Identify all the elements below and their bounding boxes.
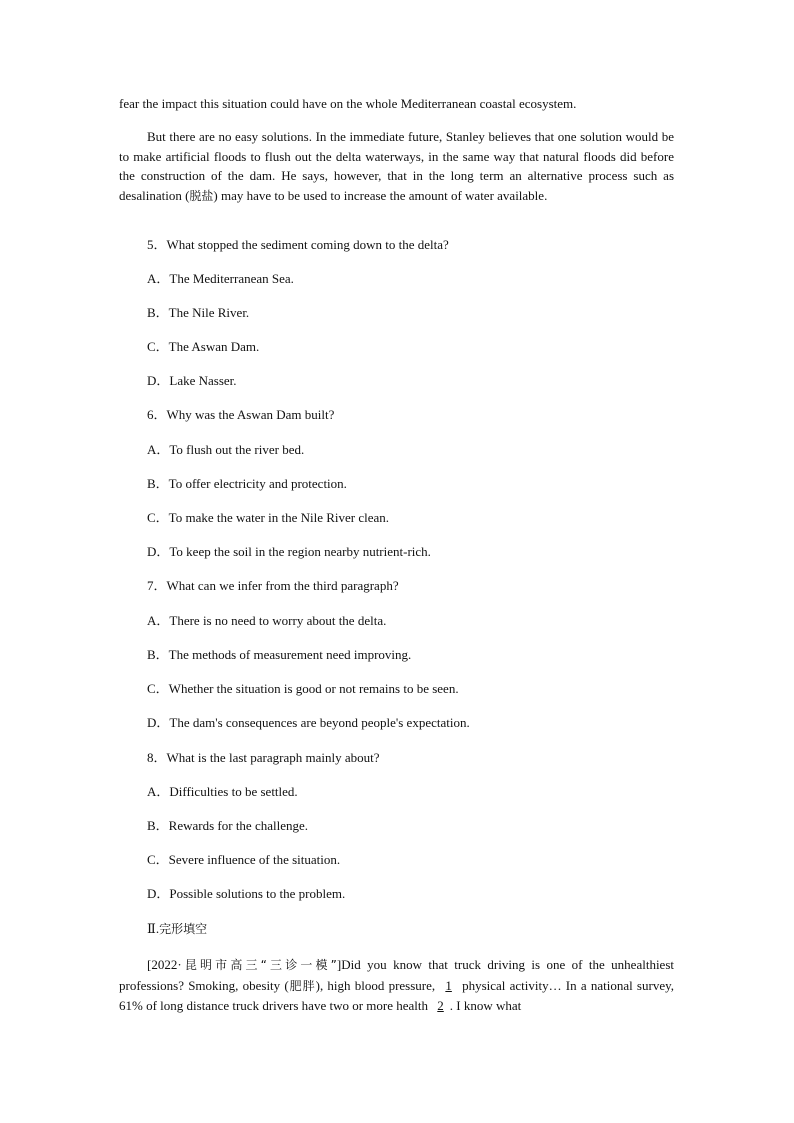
question-5-stem: 5．What stopped the sediment coming down to the delta? bbox=[147, 237, 449, 252]
question-7-stem: 7．What can we infer from the third paragraph? bbox=[147, 578, 399, 593]
paragraph-text-before: But there are no easy solutions. In the immediate future, Stanley believes that one solution would be to make artificial floods to flush out the delta waterways, in the same way that natural floods did before the construction of the dam. He says, however, that in the long term an alternative process such as desalination ( bbox=[119, 129, 674, 203]
passage-carryover-line: fear the impact this situation could have on the whole Mediterranean coastal ecosystem. bbox=[119, 96, 577, 111]
paragraph-cjk-gloss: 脱盐 bbox=[189, 188, 214, 203]
cloze-blank-1[interactable]: 1 bbox=[445, 977, 452, 993]
cloze-text-1: Did you know that truck driving is one of the unhealthiest professions? Smoking, obesity ( bbox=[119, 957, 674, 993]
cloze-text-4: . I know what bbox=[449, 998, 522, 1013]
cloze-source-open: [2022· bbox=[147, 957, 182, 972]
question-5-option-c[interactable]: C．The Aswan Dam. bbox=[147, 339, 260, 354]
question-5-option-d[interactable]: D．Lake Nasser. bbox=[147, 373, 237, 388]
question-7-option-d[interactable]: D．The dam's consequences are beyond people's expectation. bbox=[147, 715, 470, 730]
section-2-roman: Ⅱ. bbox=[147, 921, 160, 936]
question-7-option-c[interactable]: C．Whether the situation is good or not remains to be seen. bbox=[147, 681, 459, 696]
question-6-option-b[interactable]: B．To offer electricity and protection. bbox=[147, 476, 347, 491]
paragraph-text-after: ) may have to be used to increase the amount of water available. bbox=[213, 187, 548, 203]
question-8-option-d[interactable]: D．Possible solutions to the problem. bbox=[147, 886, 346, 901]
question-8-stem: 8．What is the last paragraph mainly about? bbox=[147, 750, 380, 765]
question-8-option-c[interactable]: C．Severe influence of the situation. bbox=[147, 852, 341, 867]
question-5-option-b[interactable]: B．The Nile River. bbox=[147, 305, 250, 320]
cloze-source-close: ] bbox=[336, 957, 342, 972]
section-2-heading bbox=[147, 921, 207, 937]
question-6-option-d[interactable]: D．To keep the soil in the region nearby nutrient-rich. bbox=[147, 544, 431, 559]
cloze-text-3: physical activity… In a national survey, 61% of long distance truck drivers have two or more health bbox=[119, 977, 674, 1013]
cloze-blank-2[interactable]: 2 bbox=[437, 998, 444, 1013]
passage-last-paragraph bbox=[119, 127, 674, 206]
section-2-title: 完形填空 bbox=[159, 922, 208, 936]
cloze-passage bbox=[119, 955, 674, 1016]
question-8-option-a[interactable]: A．Difficulties to be settled. bbox=[147, 784, 298, 799]
cloze-cjk-gloss: 肥胖 bbox=[288, 978, 316, 993]
question-6-option-c[interactable]: C．To make the water in the Nile River clean. bbox=[147, 510, 390, 525]
question-7-option-a[interactable]: A．There is no need to worry about the delta. bbox=[147, 613, 387, 628]
cloze-source-label: 昆明市高三“三诊一模” bbox=[181, 958, 337, 972]
question-7-option-b[interactable]: B．The methods of measurement need improving. bbox=[147, 647, 412, 662]
question-6-option-a[interactable]: A．To flush out the river bed. bbox=[147, 442, 305, 457]
question-8-option-b[interactable]: B．Rewards for the challenge. bbox=[147, 818, 309, 833]
question-6-stem: 6．Why was the Aswan Dam built? bbox=[147, 407, 335, 422]
question-5-option-a[interactable]: A．The Mediterranean Sea. bbox=[147, 271, 294, 286]
cloze-text-2: ), high blood pressure, bbox=[315, 977, 440, 993]
